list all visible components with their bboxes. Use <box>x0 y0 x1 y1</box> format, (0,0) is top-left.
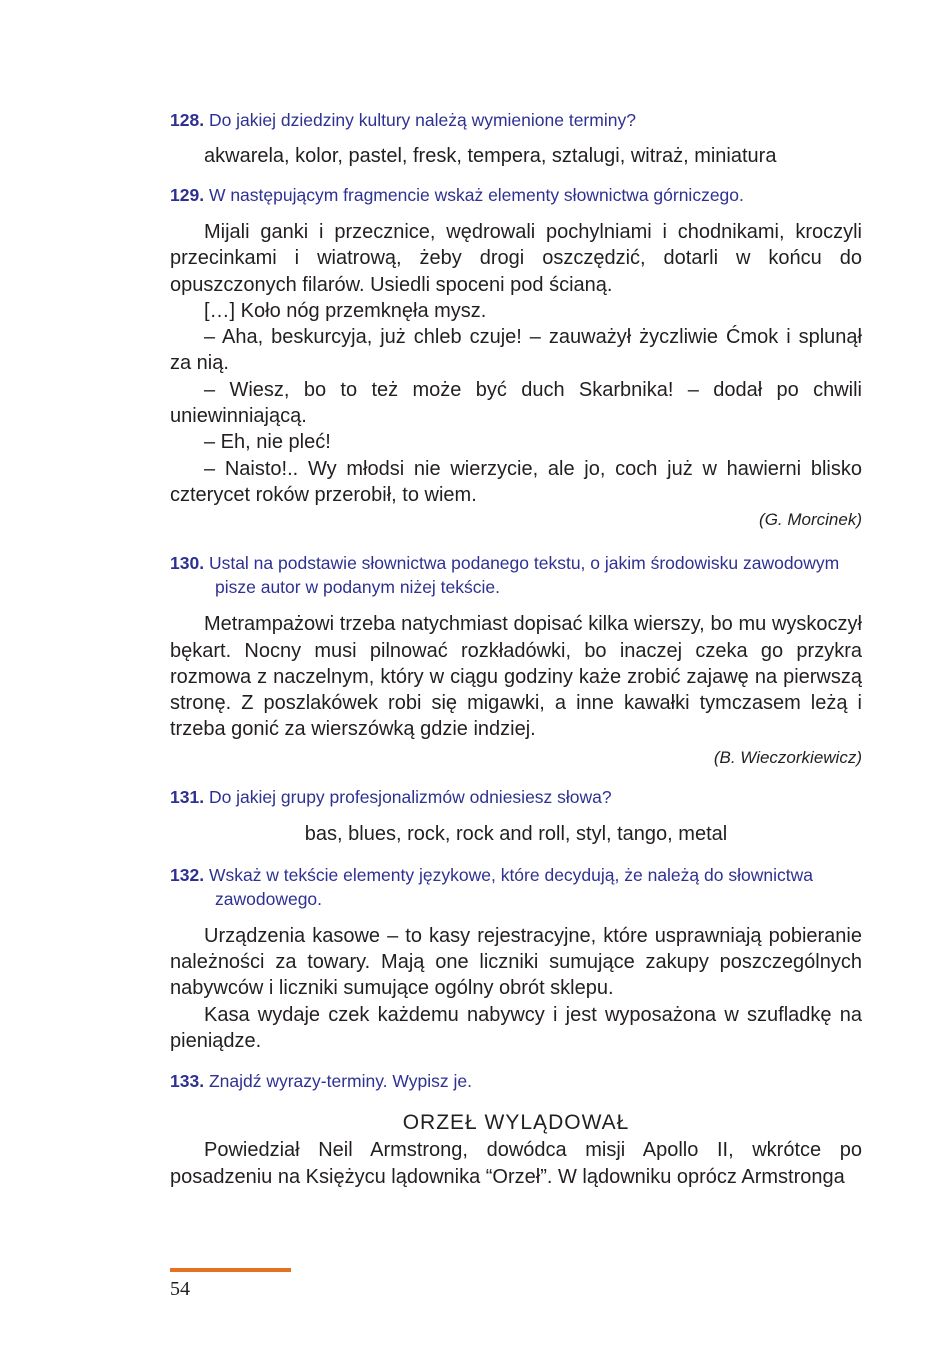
excerpt-line: – Naisto!.. Wy młodsi nie wierzycie, ale jo, coch już w hawierni blisko czterycet roków przerobił, to wiem. <box>170 457 862 506</box>
excerpt-line: – Wiesz, bo to też może być duch Skarbnika! – dodał po chwili uniewinniającą. <box>170 378 862 428</box>
task-131 <box>170 785 862 809</box>
excerpt-paragraph: Urządzenia kasowe – to kasy rejestracyjne, które usprawniają pobieranie należności za towary. Mają one liczniki sumujące zakupy poszczególnych nabywców i liczniki sumujące ogólny obrót sklepu. <box>170 924 862 1000</box>
excerpt-wieczorkiewicz: Metrampażowi trzeba natychmiast dopisać kilka wierszy, bo mu wyskoczył bękart. Nocny musi pilnować rozkładówki, bo inaczej czeka go przykra rozmowa z naczelnym, który w ciągu godziny każe zrobić zajawę na pierwszą stronę. Z poszlakówek robi się migawki, a inne kawałki tymczasem leżą i trzeba gonić za wierszówką gdzie indziej. <box>170 613 862 741</box>
term-list: akwarela, kolor, pastel, fresk, tempera, sztalugi, witraż, miniatura <box>204 145 777 167</box>
excerpt-line: Mijali ganki i przecznice, wędrowali pochylniami i chodnikami, kroczyli przecinkami i wiatrową, żeby drogi oszczędzić, dotarli w końcu do opuszczonych filarów. Usiedli spoceni pod ścianą. <box>170 221 862 296</box>
task-number: 129. <box>170 185 205 205</box>
task-instruction: Ustal na podstawie słownictwa podanego tekstu, o jakim środowisku zawodowym pisze autor w podanym niżej tekście. <box>208 553 840 598</box>
task-number: 128. <box>170 110 205 130</box>
task-number: 130. <box>170 553 205 574</box>
task-instruction: Do jakiej dziedziny kultury należą wymienione terminy? <box>208 110 636 130</box>
author-citation: (B. Wieczorkiewicz) <box>713 747 862 767</box>
excerpt-cash-registers <box>170 923 862 1054</box>
task-instruction: W następującym fragmencie wskaż elementy słownictwa górniczego. <box>208 185 744 205</box>
footer-accent-bar <box>170 1268 291 1272</box>
page-number: 54 <box>170 1278 190 1300</box>
task-number: 131. <box>170 786 205 807</box>
task-129 <box>170 183 862 207</box>
excerpt-morcinek <box>170 219 862 508</box>
task-128 <box>170 108 862 132</box>
task-130 <box>170 551 862 599</box>
excerpt-line: – Eh, nie pleć! <box>204 431 331 454</box>
task-instruction: Do jakiej grupy profesjonalizmów odniesiesz słowa? <box>208 786 612 807</box>
text-title: ORZEŁ WYLĄDOWAŁ <box>402 1111 630 1135</box>
page-content <box>170 108 862 1190</box>
author-citation: (G. Morcinek) <box>759 510 862 530</box>
task-instruction: Wskaż w tekście elementy językowe, które decydują, że należą do słownictwa zawodowego. <box>208 864 813 909</box>
excerpt-line: – Aha, beskurcyja, już chleb czuje! – zauważył życzliwie Ćmok i splunął za nią. <box>170 326 862 375</box>
excerpt-line: […] Koło nóg przemknęła mysz. <box>204 299 487 322</box>
excerpt-apollo: Powiedział Neil Armstrong, dowódca misji Apollo II, wkrótce po posadzeniu na Księżycu lądownika “Orzeł”. W lądowniku oprócz Armstronga <box>170 1139 862 1188</box>
task-number: 132. <box>170 864 205 885</box>
task-133 <box>170 1069 862 1093</box>
task-132 <box>170 863 862 911</box>
excerpt-paragraph: Kasa wydaje czek każdemu nabywcy i jest wyposażona w szufladkę na pieniądze. <box>170 1003 862 1052</box>
task-instruction: Znajdź wyrazy-terminy. Wypisz je. <box>208 1071 472 1092</box>
task-number: 133. <box>170 1071 205 1092</box>
term-list: bas, blues, rock, rock and roll, styl, tango, metal <box>304 822 728 845</box>
